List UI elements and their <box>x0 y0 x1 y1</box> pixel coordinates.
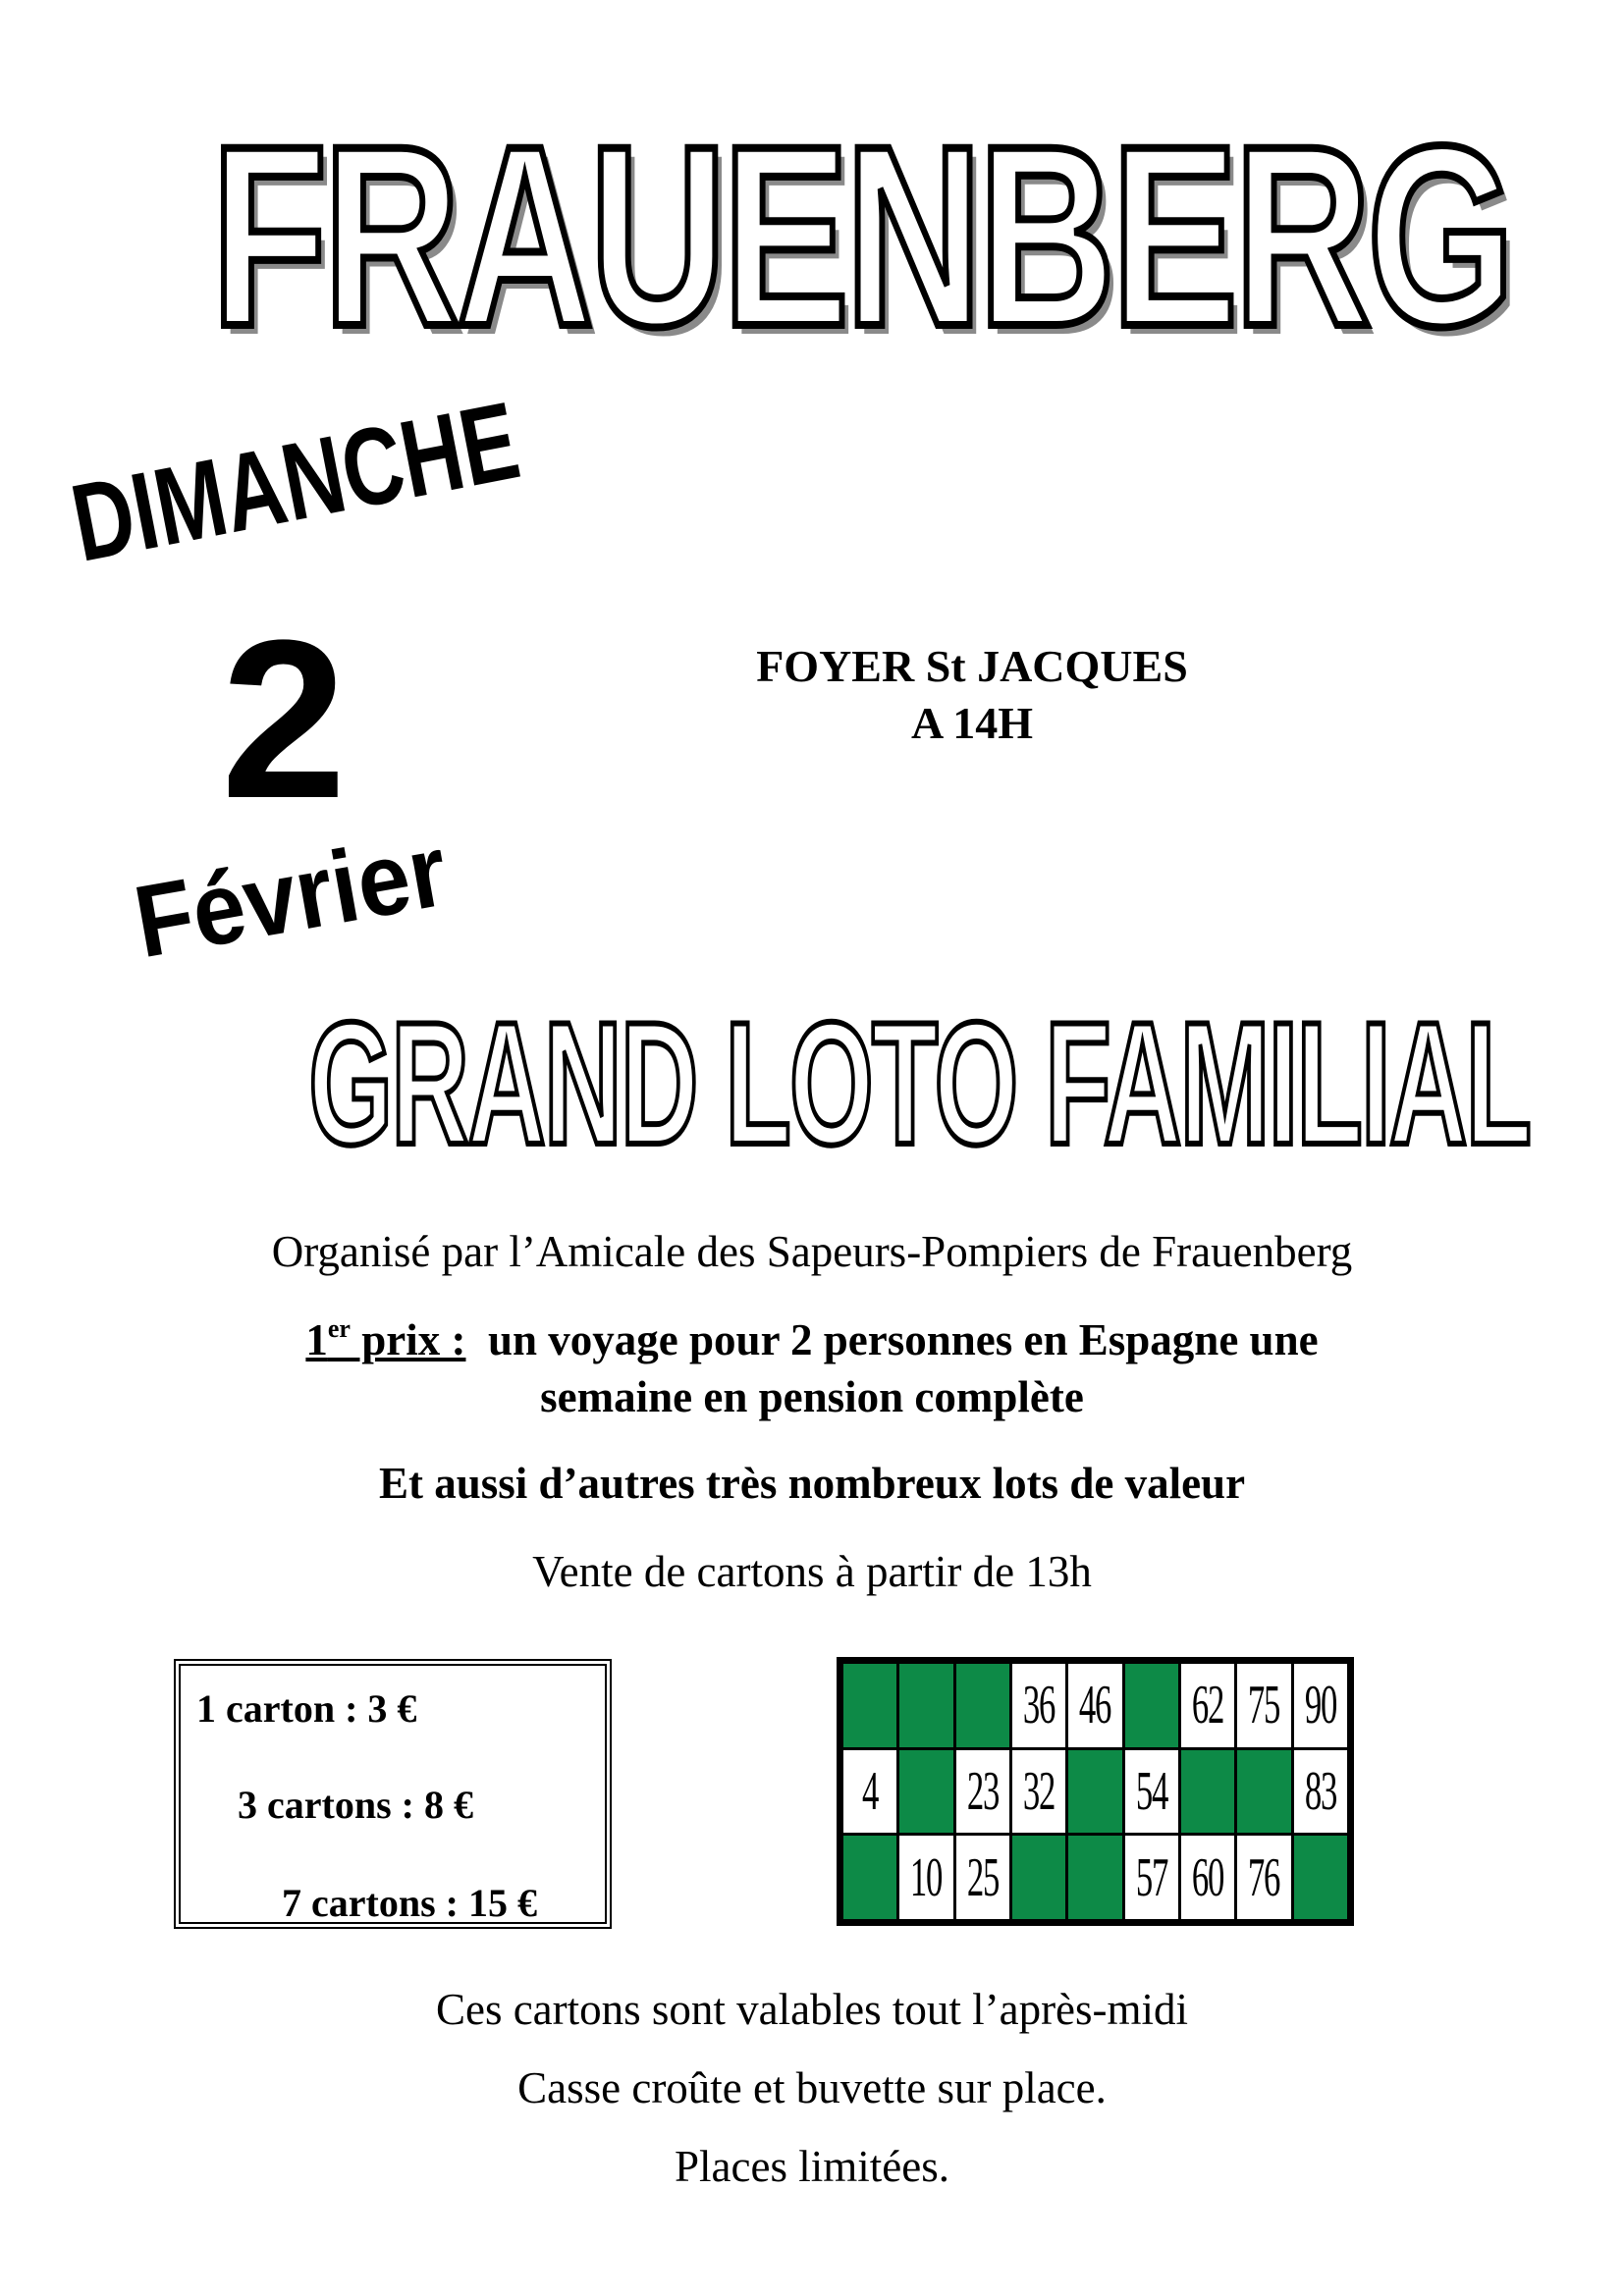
loto-cell-number <box>1294 1750 1347 1834</box>
loto-number: 32 <box>1023 1760 1056 1822</box>
price-1-carton: 1 carton : 3 € <box>196 1686 417 1731</box>
loto-cell-number <box>1294 1664 1347 1747</box>
prize-label-word: prix : <box>350 1315 466 1364</box>
loto-number: 10 <box>910 1846 943 1908</box>
loto-card-grid <box>843 1664 1347 1919</box>
loto-cell-number <box>1012 1664 1065 1747</box>
loto-cell-number <box>843 1750 896 1834</box>
loto-number: 46 <box>1079 1675 1111 1736</box>
loto-cell-empty <box>843 1836 896 1919</box>
prize-label <box>305 1315 465 1364</box>
loto-cell-number <box>1125 1836 1178 1919</box>
loto-cell-number <box>1237 1664 1290 1747</box>
prize-label-sup: er <box>327 1314 351 1343</box>
loto-number: 62 <box>1192 1675 1224 1736</box>
loto-number: 23 <box>966 1760 999 1822</box>
loto-cell-number <box>956 1836 1009 1919</box>
loto-cell-number <box>956 1750 1009 1834</box>
loto-cell-number <box>1125 1750 1178 1834</box>
card-sale-line: Vente de cartons à partir de 13h <box>532 1547 1092 1596</box>
price-3-cartons: 3 cartons : 8 € <box>238 1783 473 1827</box>
date-day: DIMANCHE <box>62 378 528 585</box>
loto-number: 25 <box>966 1846 999 1908</box>
loto-cell-number <box>1237 1836 1290 1919</box>
loto-cell-empty <box>899 1664 952 1747</box>
loto-cell-empty <box>899 1750 952 1834</box>
loto-cell-empty <box>1012 1836 1065 1919</box>
loto-number: 36 <box>1023 1675 1056 1736</box>
other-prizes-line: Et aussi d’autres très nombreux lots de valeur <box>378 1459 1246 1508</box>
venue-name: FOYER St JACQUES <box>756 641 1188 691</box>
validity-line: Ces cartons sont valables tout l’après-midi <box>435 1985 1189 2034</box>
loto-cell-empty <box>1294 1836 1347 1919</box>
loto-cell-empty <box>1181 1750 1234 1834</box>
loto-cell-number <box>1181 1836 1234 1919</box>
loto-number: 4 <box>862 1760 879 1822</box>
loto-number: 57 <box>1135 1846 1167 1908</box>
poster-title: FRAUENBERG <box>211 92 1511 380</box>
loto-cell-number <box>899 1836 952 1919</box>
loto-cell-empty <box>1237 1750 1290 1834</box>
loto-cell-empty <box>843 1664 896 1747</box>
loto-cell-empty <box>1068 1836 1121 1919</box>
event-title: GRAND LOTO FAMILIAL <box>308 986 1531 1181</box>
loto-number: 83 <box>1304 1760 1336 1822</box>
loto-cell-empty <box>956 1664 1009 1747</box>
prize-line-1 <box>0 1313 1624 1366</box>
organiser-line: Organisé par l’Amicale des Sapeurs-Pompiers de Frauenberg <box>271 1227 1353 1276</box>
prize-label-number: 1 <box>305 1315 328 1364</box>
snack-line: Casse croûte et buvette sur place. <box>517 2063 1107 2112</box>
price-7-cartons: 7 cartons : 15 € <box>282 1881 537 1925</box>
loto-cell-empty <box>1068 1750 1121 1834</box>
date-month: Février <box>126 813 456 981</box>
loto-number: 76 <box>1248 1846 1280 1908</box>
loto-cell-number <box>1012 1750 1065 1834</box>
loto-cell-number <box>1068 1664 1121 1747</box>
loto-number: 54 <box>1135 1760 1167 1822</box>
price-box <box>174 1659 612 1929</box>
prize-line-2: semaine en pension complète <box>540 1372 1084 1421</box>
loto-card-illustration <box>837 1657 1354 1926</box>
prize-description: un voyage pour 2 personnes en Espagne une <box>487 1315 1319 1364</box>
venue-block <box>648 638 1296 751</box>
date-number: 2 <box>221 593 347 845</box>
loto-number: 75 <box>1248 1675 1280 1736</box>
loto-cell-number <box>1181 1664 1234 1747</box>
limited-places-line: Places limitées. <box>675 2142 949 2191</box>
loto-cell-empty <box>1125 1664 1178 1747</box>
loto-number: 90 <box>1304 1675 1336 1736</box>
loto-number: 60 <box>1192 1846 1224 1908</box>
venue-time: A 14H <box>911 697 1033 748</box>
